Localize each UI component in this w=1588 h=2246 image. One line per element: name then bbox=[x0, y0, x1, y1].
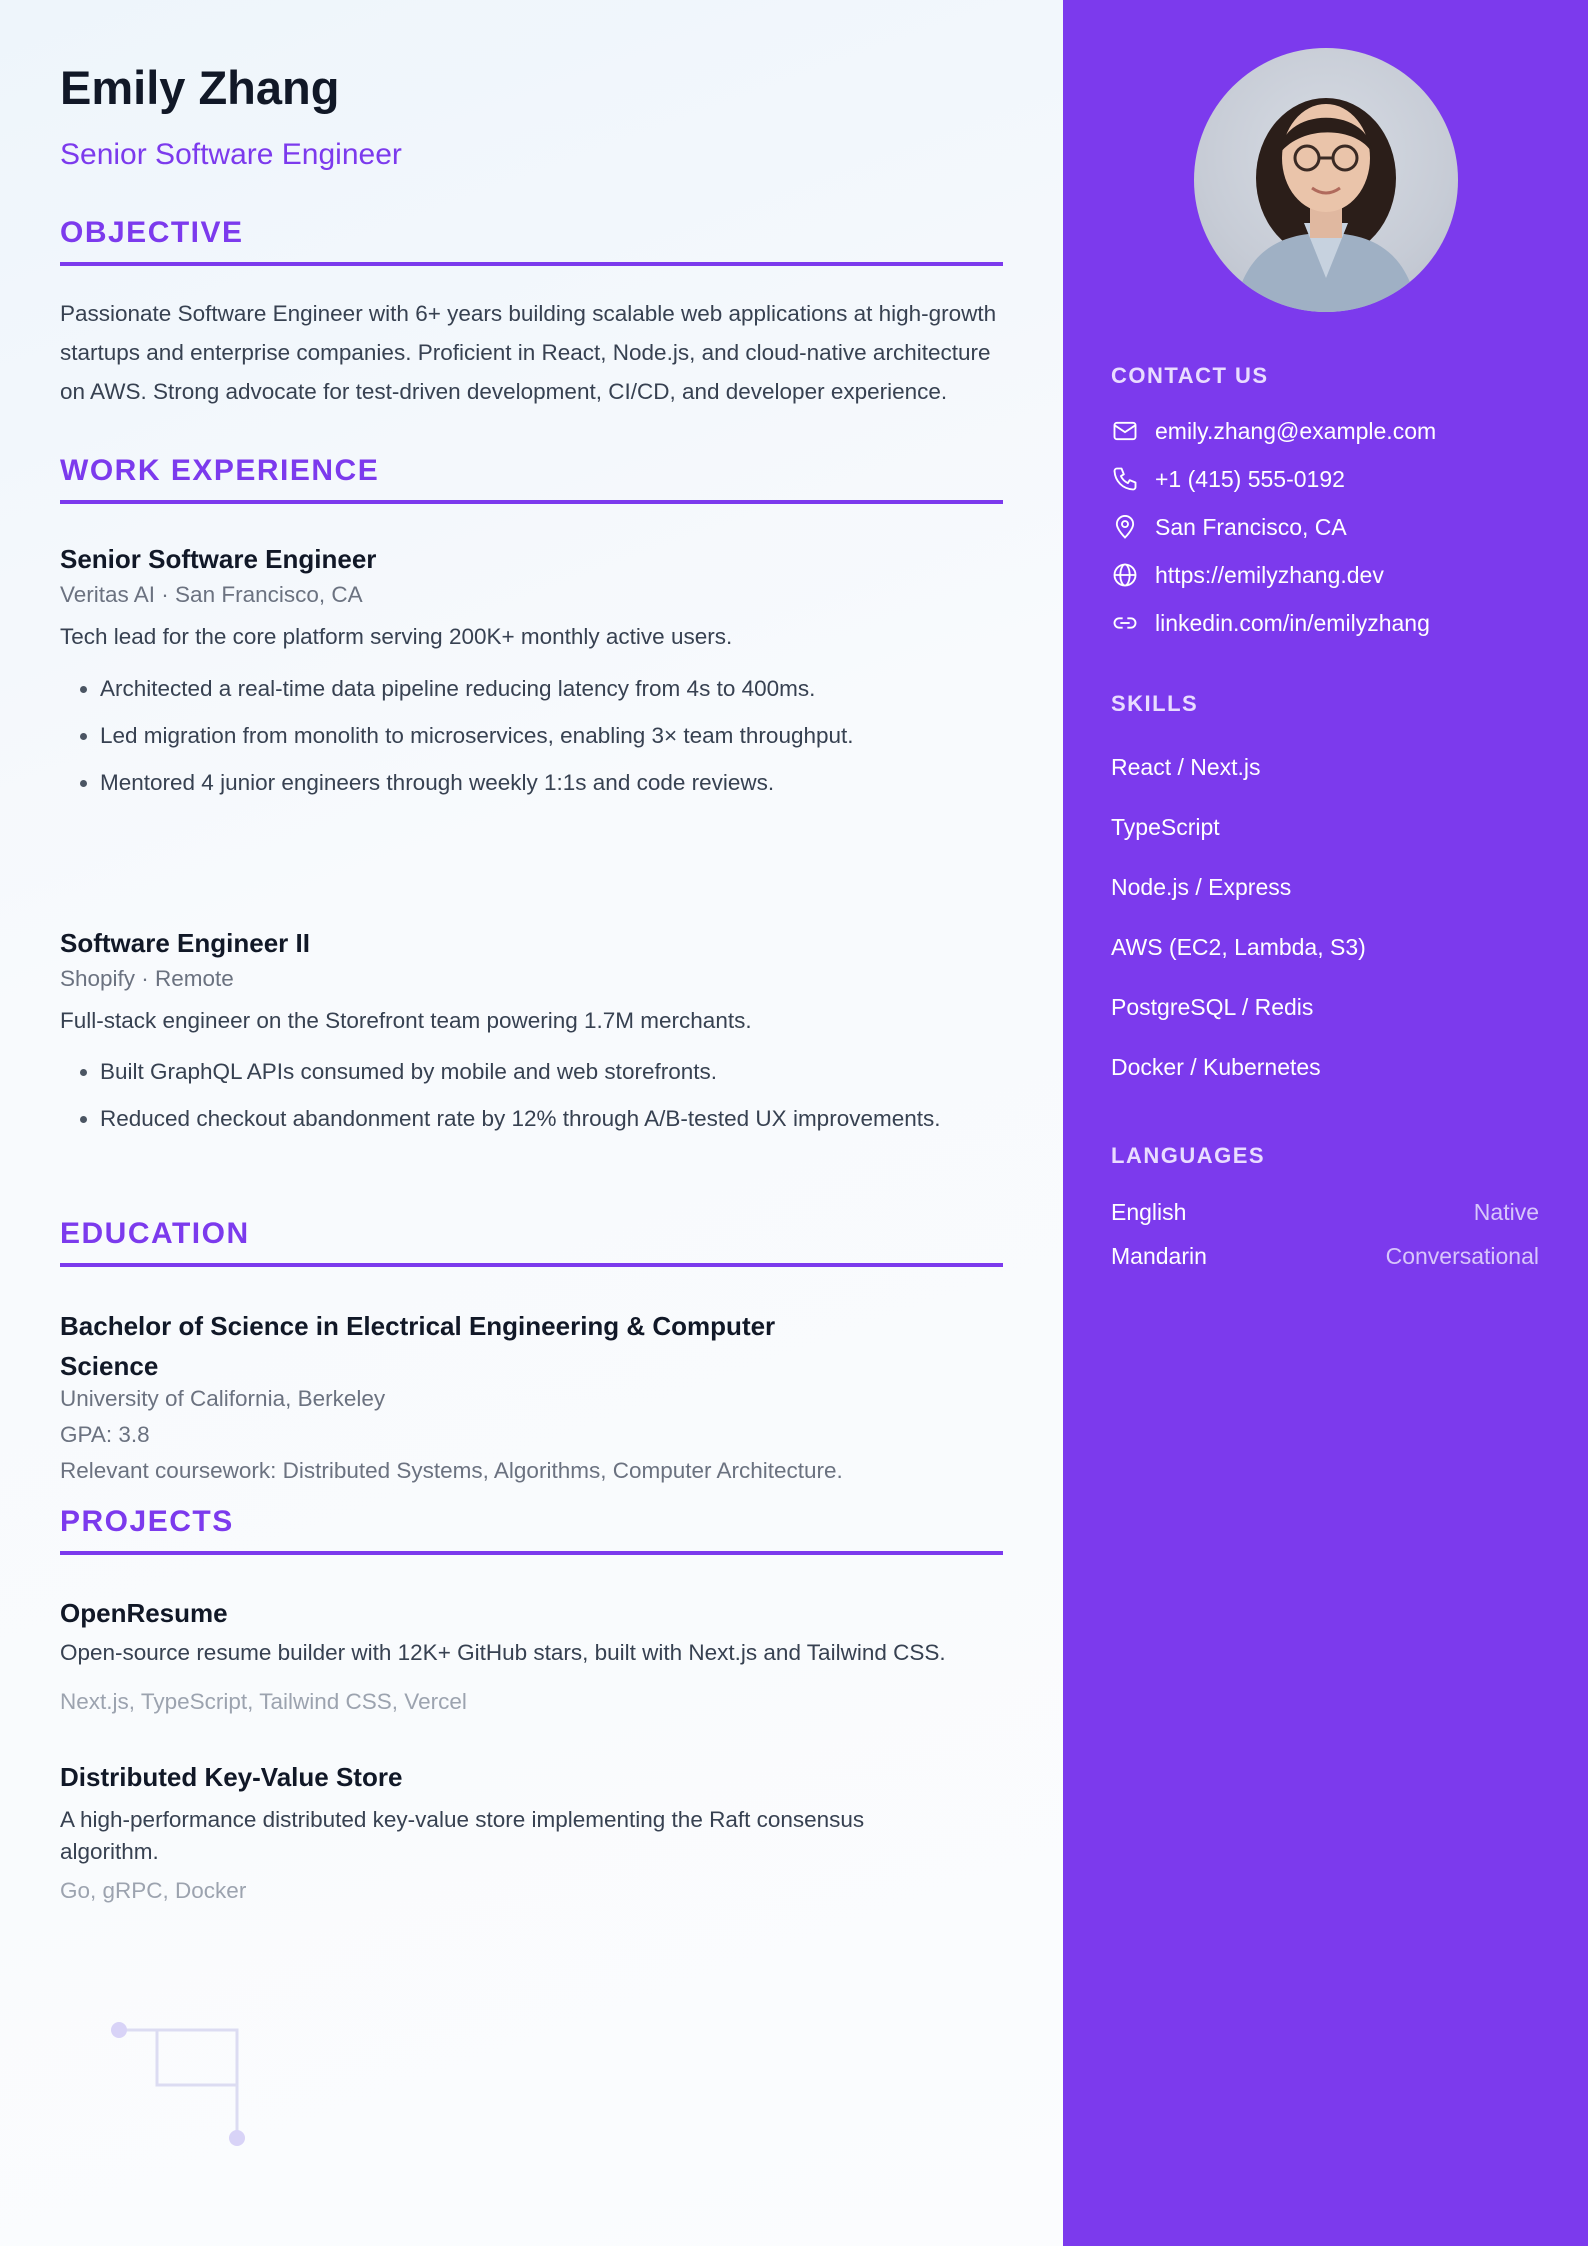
language-level: Conversational bbox=[1385, 1243, 1539, 1269]
mail-icon bbox=[1111, 417, 1139, 445]
language-name: English bbox=[1111, 1199, 1187, 1225]
project-description: A high-performance distributed key-value store implementing the Raft consensus algorithm. bbox=[60, 1807, 865, 1864]
job-summary: Tech lead for the core platform serving 200K+ monthly active users. bbox=[60, 624, 733, 649]
skill-item: AWS (EC2, Lambda, S3) bbox=[1111, 934, 1366, 960]
contact-location bbox=[1111, 510, 1347, 544]
job-bullet: • Mentored 4 junior engineers through weekly 1:1s and code reviews. bbox=[100, 759, 854, 806]
contact-linkedin[interactable] bbox=[1111, 606, 1430, 640]
contact-linkedin-text: linkedin.com/in/emilyzhang bbox=[1155, 609, 1430, 636]
contact-website-text: https://emilyzhang.dev bbox=[1155, 561, 1384, 588]
location-pin-icon bbox=[1111, 513, 1139, 541]
gpa: GPA: 3.8 bbox=[60, 1422, 150, 1447]
project-name: OpenResume bbox=[60, 1598, 228, 1628]
contact-heading: CONTACT US bbox=[1111, 363, 1269, 388]
language-name: Mandarin bbox=[1111, 1243, 1207, 1269]
projects-heading: PROJECTS bbox=[60, 1505, 1003, 1555]
project-tech: Go, gRPC, Docker bbox=[60, 1878, 247, 1903]
sidebar bbox=[1063, 0, 1588, 2246]
circuit-decoration-icon bbox=[105, 2010, 255, 2150]
skill-item: Node.js / Express bbox=[1111, 874, 1292, 900]
candidate-name: Emily Zhang bbox=[60, 61, 340, 114]
contact-phone-text: +1 (415) 555-0192 bbox=[1155, 465, 1345, 492]
skill-item: Docker / Kubernetes bbox=[1111, 1054, 1321, 1080]
project-description: Open-source resume builder with 12K+ GitHub stars, built with Next.js and Tailwind CSS. bbox=[60, 1640, 946, 1665]
degree-title: Bachelor of Science in Electrical Engineering & Computer Science bbox=[60, 1311, 776, 1381]
coursework: Relevant coursework: Distributed Systems, Algorithms, Computer Architecture. bbox=[60, 1458, 843, 1483]
job-bullet: • Built GraphQL APIs consumed by mobile and web storefronts. bbox=[100, 1048, 941, 1095]
globe-icon bbox=[1111, 561, 1139, 589]
job-summary: Full-stack engineer on the Storefront team powering 1.7M merchants. bbox=[60, 1008, 752, 1033]
job-bullet: • Reduced checkout abandonment rate by 12% through A/B-tested UX improvements. bbox=[100, 1095, 941, 1142]
job-bullet: • Architected a real-time data pipeline reducing latency from 4s to 400ms. bbox=[100, 665, 854, 712]
education-heading: EDUCATION bbox=[60, 1217, 1003, 1267]
job-bullets bbox=[60, 1048, 941, 1142]
job-bullet: • Led migration from monolith to microservices, enabling 3× team throughput. bbox=[100, 712, 854, 759]
profile-photo bbox=[1194, 48, 1458, 312]
link-icon bbox=[1111, 609, 1139, 637]
experience-heading: WORK EXPERIENCE bbox=[60, 454, 1003, 504]
avatar-illustration-icon bbox=[1194, 48, 1458, 312]
contact-email-text: emily.zhang@example.com bbox=[1155, 417, 1437, 444]
skill-item: PostgreSQL / Redis bbox=[1111, 994, 1314, 1020]
objective-heading: OBJECTIVE bbox=[60, 216, 1003, 266]
job-title: Software Engineer II bbox=[60, 928, 310, 958]
languages-heading: LANGUAGES bbox=[1111, 1143, 1266, 1168]
contact-phone[interactable] bbox=[1111, 462, 1345, 496]
objective-text: Passionate Software Engineer with 6+ years building scalable web applications at high-growth startups and enterprise companies. Proficient in React, Node.js, and cloud-native architecture on AWS. Strong advocate for test-driven development, CI/CD, and developer experience. bbox=[60, 301, 997, 404]
skill-item: TypeScript bbox=[1111, 814, 1220, 840]
project-tech: Next.js, TypeScript, Tailwind CSS, Vercel bbox=[60, 1689, 467, 1714]
skills-heading: SKILLS bbox=[1111, 691, 1199, 716]
job-bullets bbox=[60, 665, 854, 806]
phone-icon bbox=[1111, 465, 1139, 493]
job-company: Shopify · Remote bbox=[60, 966, 234, 991]
candidate-role: Senior Software Engineer bbox=[60, 138, 402, 171]
language-level: Native bbox=[1473, 1199, 1539, 1225]
skill-item: React / Next.js bbox=[1111, 754, 1261, 780]
school-name: University of California, Berkeley bbox=[60, 1386, 386, 1411]
job-title: Senior Software Engineer bbox=[60, 544, 377, 574]
project-name: Distributed Key-Value Store bbox=[60, 1762, 403, 1792]
contact-website[interactable] bbox=[1111, 558, 1384, 592]
contact-location-text: San Francisco, CA bbox=[1155, 513, 1347, 540]
job-company: Veritas AI · San Francisco, CA bbox=[60, 582, 363, 607]
contact-email[interactable] bbox=[1111, 414, 1436, 448]
